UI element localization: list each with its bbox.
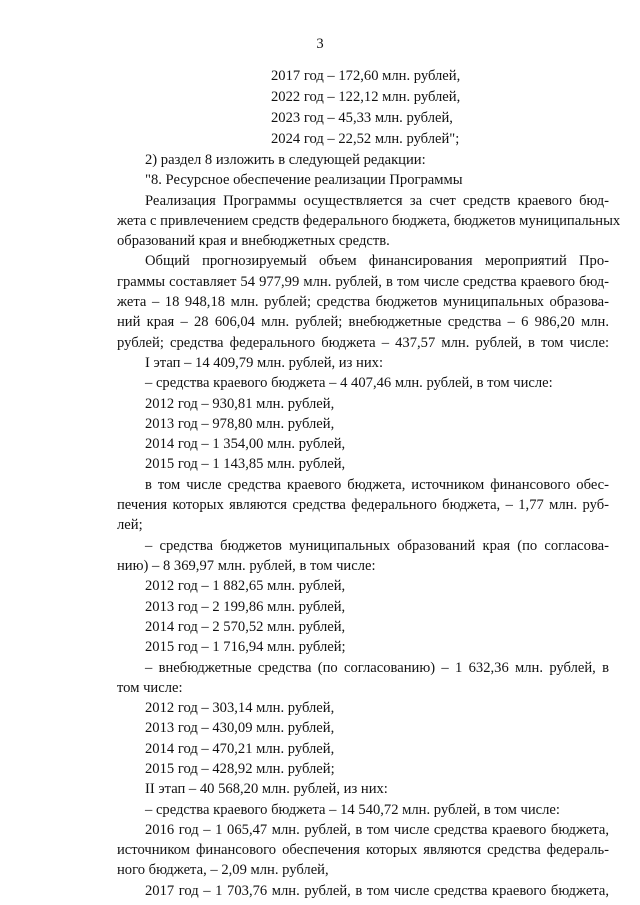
text-line: 2012 год – 930,81 млн. рублей, <box>145 396 335 412</box>
text-line: жета с привлечением средств федерального бюджета, бюджетов муниципальных <box>117 213 621 229</box>
text-line: 2017 год – 172,60 млн. рублей, <box>271 68 461 84</box>
text-line: 2015 год – 1 716,94 млн. рублей; <box>145 639 346 655</box>
text-line: источником финансового обеспечения которых являются средства федераль- <box>117 842 609 858</box>
text-line: 2014 год – 1 354,00 млн. рублей, <box>145 436 346 452</box>
text-line: 2023 год – 45,33 млн. рублей, <box>271 110 453 126</box>
text-line: 2016 год – 1 065,47 млн. рублей, в том числе средства краевого бюджета, <box>145 822 609 838</box>
text-line: 2013 год – 978,80 млн. рублей, <box>145 416 335 432</box>
text-line: – средства краевого бюджета – 14 540,72 млн. рублей, в том числе: <box>145 802 560 818</box>
text-line: ного бюджета, – 2,09 млн. рублей, <box>117 862 329 878</box>
text-line: 2015 год – 428,92 млн. рублей; <box>145 761 335 777</box>
text-line: ний края – 28 606,04 млн. рублей; внебюджетные средства – 6 986,20 млн. <box>117 314 609 330</box>
text-line: 2) раздел 8 изложить в следующей редакции: <box>145 152 426 168</box>
text-line: I этап – 14 409,79 млн. рублей, из них: <box>145 355 383 371</box>
text-line: 2013 год – 430,09 млн. рублей, <box>145 720 335 736</box>
text-line: жета – 18 948,18 млн. рублей; средства бюджетов муниципальных образова- <box>117 294 609 310</box>
text-line: Реализация Программы осуществляется за счет средств краевого бюд- <box>145 193 609 209</box>
text-line: 2015 год – 1 143,85 млн. рублей, <box>145 456 346 472</box>
text-line: граммы составляет 54 977,99 млн. рублей, в том числе средства краевого бюд- <box>117 274 609 290</box>
text-line: – средства краевого бюджета – 4 407,46 млн. рублей, в том числе: <box>145 375 553 391</box>
page-number: 3 <box>316 36 324 52</box>
text-line: 2014 год – 2 570,52 млн. рублей, <box>145 619 346 635</box>
text-line: в том числе средства краевого бюджета, источником финансового обес- <box>145 477 609 493</box>
text-line: 2024 год – 22,52 млн. рублей"; <box>271 131 460 147</box>
text-line: II этап – 40 568,20 млн. рублей, из них: <box>145 781 388 797</box>
text-line: 2014 год – 470,21 млн. рублей, <box>145 741 335 757</box>
text-line: нию) – 8 369,97 млн. рублей, в том числе: <box>117 558 376 574</box>
text-line: Общий прогнозируемый объем финансирования мероприятий Про- <box>145 253 609 269</box>
text-line: печения которых являются средства федерального бюджета, – 1,77 млн. руб- <box>117 497 609 513</box>
text-line: – средства бюджетов муниципальных образований края (по согласова- <box>145 538 609 554</box>
text-line: рублей; средства федерального бюджета – 437,57 млн. рублей, в том числе: <box>117 335 609 351</box>
text-line: образований края и внебюджетных средств. <box>117 233 390 249</box>
text-line: – внебюджетные средства (по согласованию) – 1 632,36 млн. рублей, в <box>145 660 609 676</box>
text-line: том числе: <box>117 680 183 696</box>
text-line: 2012 год – 1 882,65 млн. рублей, <box>145 578 346 594</box>
text-line: 2022 год – 122,12 млн. рублей, <box>271 89 461 105</box>
section-heading: "8. Ресурсное обеспечение реализации Программы <box>145 172 463 188</box>
text-line: 2017 год – 1 703,76 млн. рублей, в том числе средства краевого бюджета, <box>145 883 609 899</box>
text-line: 2012 год – 303,14 млн. рублей, <box>145 700 335 716</box>
text-line: 2013 год – 2 199,86 млн. рублей, <box>145 599 346 615</box>
text-line: лей; <box>117 517 143 533</box>
